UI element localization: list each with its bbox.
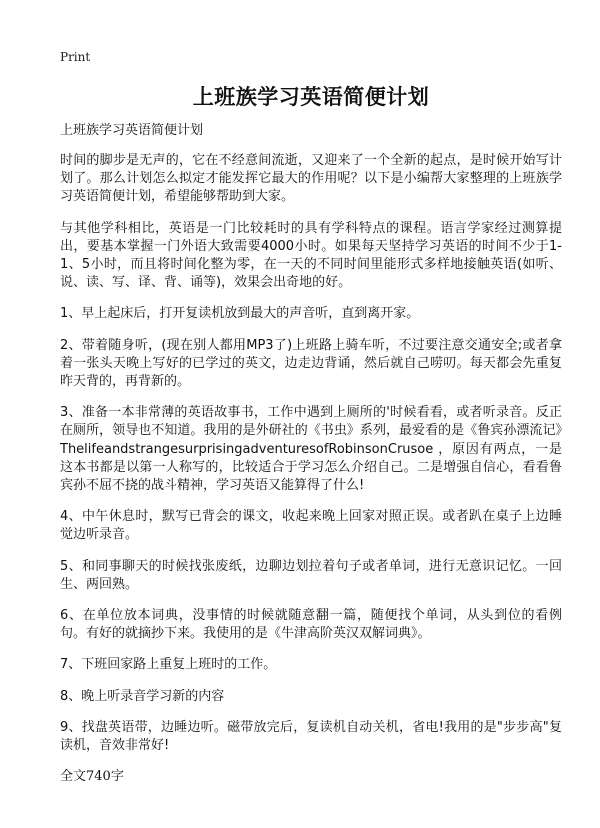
print-link[interactable]: Print: [60, 50, 91, 64]
document-title: 上班族学习英语简便计划: [192, 85, 430, 109]
paragraph-step-9: 9、找盘英语带，边睡边听。磁带放完后，复读机自动关机，省电!我用的是"步步高"复读机，音效非常好!: [60, 719, 562, 754]
paragraph-intro: 时间的脚步是无声的，它在不经意间流逝，又迎来了一个全新的起点，是时候开始写计划了。那么计划怎么拟定才能发挥它最大的作用呢？以下是小编帮大家整理的上班族学习英语简便计划，希望能够帮助到大家。: [60, 153, 562, 205]
paragraph-step-7: 7、下班回家路上重复上班时的工作。: [60, 657, 277, 673]
paragraph-step-8: 8、晚上听录音学习新的内容: [60, 688, 225, 704]
paragraph-step-1: 1、早上起床后，打开复读机放到最大的声音听，直到离开家。: [60, 306, 420, 322]
paragraph-step-6: 6、在单位放本词典，没事情的时候就随意翻一篇，随便找个单词，从头到位的看例句。有好的就摘抄下来。我使用的是《牛津高阶英汉双解词典》。: [60, 608, 562, 642]
document-body: [60, 152, 562, 755]
word-count: 全文740字: [60, 769, 124, 785]
paragraph-step-3: 3、准备一本非常薄的英语故事书，工作中遇到上厕所的'时候看看，或者听录音。反正在厕所，领导也不知道。我用的是外研社的《书虫》系列，最爱看的是《鲁宾孙漂流记》ThelifeandstrangesurprisingadventuresofRobinsonCrusoe ，原因有两点，一是这本书都是以第一人称写的，比较适合于学习怎么介绍自己。二是增强自信心，看看鲁宾孙不屈不挠的战斗精神，学习英语又能算得了什么!: [60, 405, 562, 494]
paragraph-step-2: 2、带着随身听，(现在别人都用MP3了)上班路上骑车听，不过要注意交通安全;或者拿着一张头天晚上写好的已学过的英文，边走边背诵，然后就自己唠叨。每天都会先重复昨天背的，再背新的。: [60, 337, 562, 390]
document-subtitle: 上班族学习英语简便计划: [60, 123, 204, 138]
paragraph-background: 与其他学科相比，英语是一门比较耗时的具有学科特点的课程。语言学家经过测算提出，要基本掌握一门外语大致需要4000小时。如果每天坚持学习英语的时间不少于1-1、5小时，而且将时间化整为零，在一天的不同时间里能形式多样地接触英语(如听、说、读、写、译、背、诵等)，效果会出奇地的好。: [60, 220, 562, 291]
paragraph-step-5: 5、和同事聊天的时候找张废纸，边聊边划拉着句子或者单词，进行无意识记忆。一回生、两回熟。: [60, 558, 562, 592]
paragraph-step-4: 4、中午休息时，默写已背会的课文，收起来晚上回家对照正误。或者趴在桌子上边睡觉边听录音。: [60, 509, 562, 543]
